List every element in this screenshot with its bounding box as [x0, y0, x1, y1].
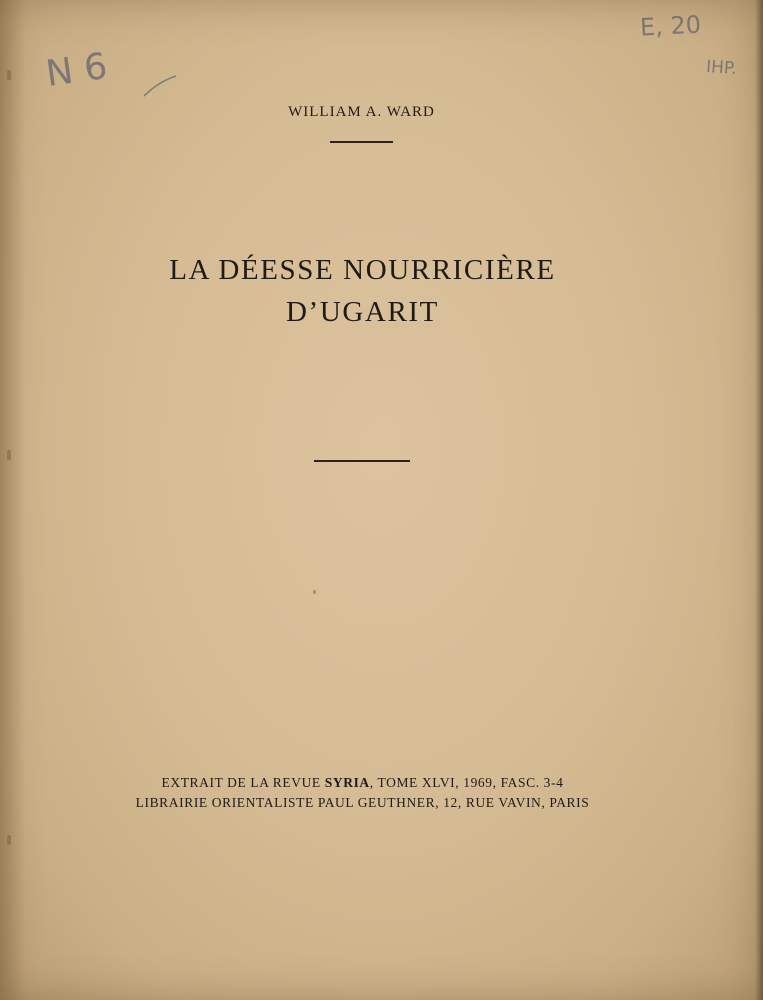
handwritten-note: IHP. — [705, 56, 738, 80]
divider-rule — [314, 460, 410, 462]
extract-prefix: EXTRAIT DE LA REVUE — [161, 775, 325, 790]
staple-mark — [7, 70, 11, 80]
handwritten-number: N 6 — [43, 45, 110, 96]
handwritten-price: E, 20 — [639, 10, 702, 42]
right-edge-shadow — [755, 0, 763, 1000]
extract-suffix: , TOME XLVI, 1969, FASC. 3-4 — [369, 775, 564, 790]
divider-rule — [330, 141, 393, 143]
author-name: WILLIAM A. WARD — [288, 104, 435, 120]
paper-speck — [313, 590, 316, 594]
staple-mark — [7, 835, 11, 845]
extract-line — [0, 775, 725, 791]
publisher-line: LIBRAIRIE ORIENTALISTE PAUL GEUTHNER, 12, RUE VAVIN, PARIS — [135, 795, 590, 810]
title-line-1: LA DÉESSE NOURRICIÈRE — [169, 254, 556, 286]
spine-shadow — [0, 0, 26, 1000]
title-line-2: D’UGARIT — [286, 296, 439, 328]
pencil-stroke — [140, 72, 180, 102]
staple-mark — [7, 450, 11, 460]
journal-name: SYRIA — [324, 775, 370, 790]
